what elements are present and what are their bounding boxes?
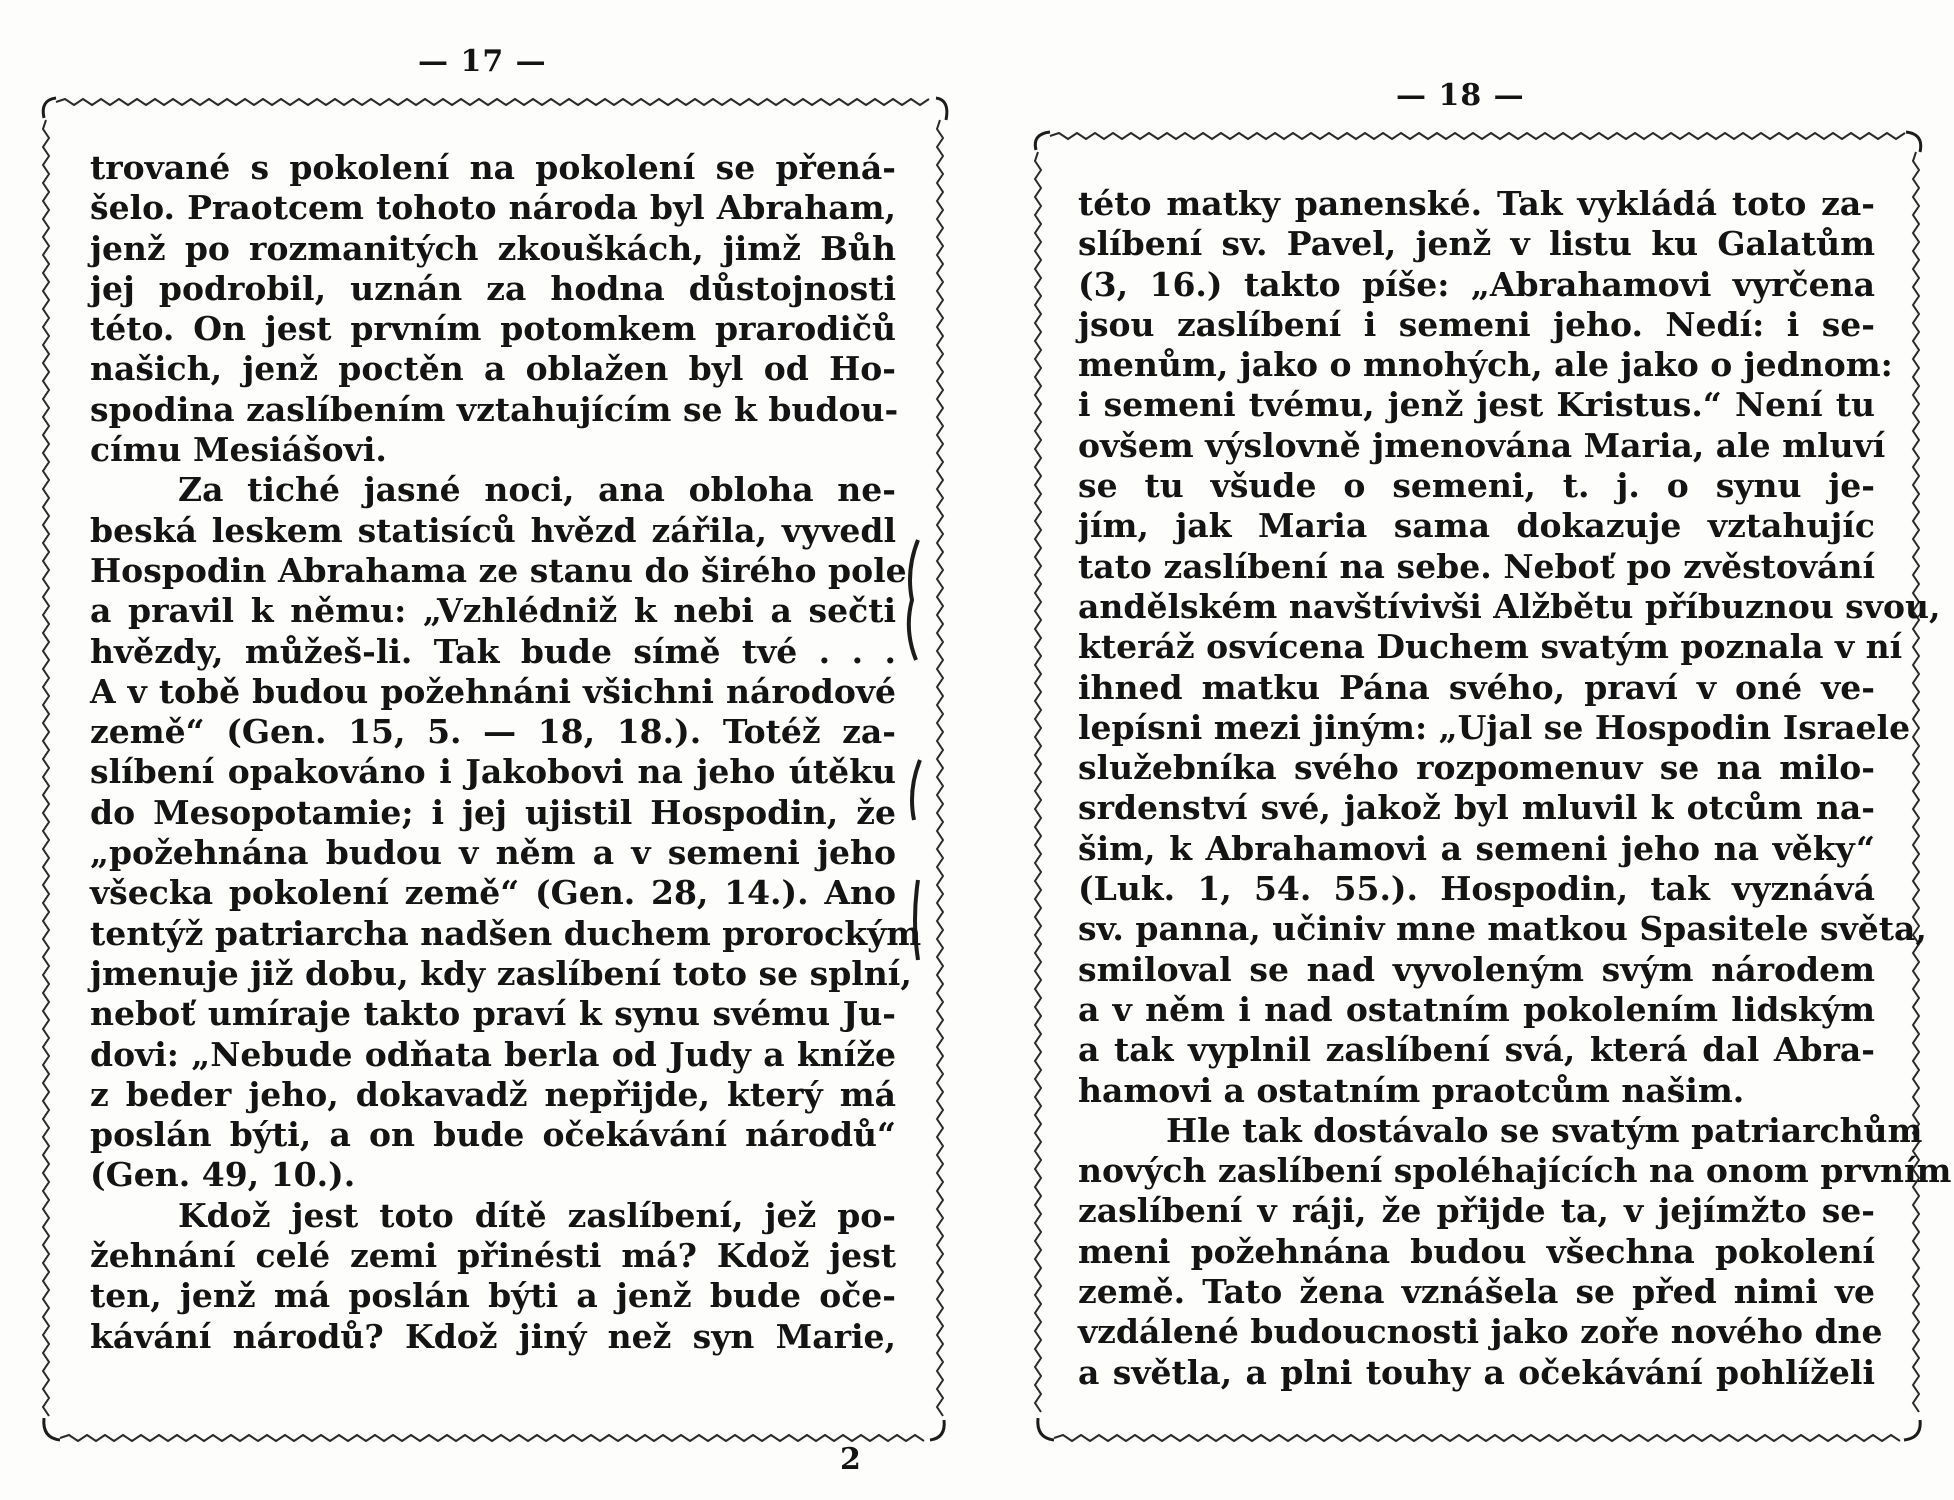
left-left-border <box>43 120 49 1416</box>
text-line: A v tobě budou požehnáni všichni národové <box>90 671 896 711</box>
text-line: poslán býti, a on bude očekávání národů“ <box>90 1115 896 1155</box>
text-line: šelo. Praotcem tohoto národa byl Abraham, <box>90 188 896 228</box>
text-line: (3, 16.) takto píše: „Abrahamovi vyrčena <box>1078 264 1875 304</box>
text-line: (Luk. 1, 54. 55.). Hospodin, tak vyznává <box>1078 869 1875 909</box>
text-line: slíbení sv. Pavel, jenž v listu ku Galatům <box>1078 224 1875 264</box>
text-line: nových zaslíbení spoléhajících na onom prvním <box>1078 1151 1952 1191</box>
right-bottom-left-corner <box>1038 1418 1054 1440</box>
text-line: žehnání celé zemi přinésti má? Kdož jest <box>90 1236 896 1276</box>
text-line: lepísni mezi jiným: „Ujal se Hospodin Israele <box>1078 707 1911 747</box>
text-line: beská leskem statisíců hvězd zářila, vyvedl <box>90 510 896 550</box>
margin-bracket-marks <box>909 540 920 960</box>
text-line: jmenuje již dobu, kdy zaslíbení toto se splní, <box>90 953 912 993</box>
text-line: jím, jak Maria sama dokazuje vztahujíc <box>1078 506 1875 546</box>
left-top-left-corner <box>43 98 56 118</box>
margin-mark-1 <box>909 540 918 660</box>
text-line: Hle tak dostávalo se svatým patriarchům <box>1166 1110 1923 1150</box>
left-bottom-border <box>60 1435 924 1441</box>
text-line: do Mesopotamie; i jej ujistil Hospodin, že <box>90 792 896 832</box>
page-number-right: — 18 — <box>1396 78 1525 113</box>
text-line: jenž po rozmanitých zkouškách, jimž Bůh <box>90 228 896 268</box>
text-line: našich, jenž poctěn a oblažen byl od Ho- <box>90 349 896 389</box>
text-line: Za tiché jasné noci, ana obloha ne- <box>178 470 896 510</box>
right-top-border <box>1050 133 1905 139</box>
left-bottom-right-corner <box>930 1420 944 1440</box>
text-line: a v něm i nad ostatním pokolením lidským <box>1078 989 1875 1029</box>
text-line: andělském navštívivši Alžbětu příbuznou svou, <box>1078 586 1941 626</box>
text-line: kteráž osvícena Duchem svatým poznala v ní <box>1078 627 1903 667</box>
text-line: této. On jest prvním potomkem prarodičů <box>90 309 896 349</box>
text-line: trované s pokolení na pokolení se přená- <box>90 148 896 187</box>
text-line: címu Mesiášovi. <box>90 430 387 470</box>
text-line: se tu všude o semeni, t. j. o synu je- <box>1078 466 1875 506</box>
left-right-border <box>937 120 943 1416</box>
text-line: zaslíbení v ráji, že přijde ta, v jejímžto se- <box>1078 1191 1875 1231</box>
text-line: země“ (Gen. 15, 5. — 18, 18.). Totéž za- <box>90 712 896 752</box>
text-line: Hospodin Abrahama ze stanu do širého pole <box>90 550 907 590</box>
page-number-left: — 17 — <box>418 44 547 79</box>
text-line: slíbení opakováno i Jakobovi na jeho útěku <box>90 752 896 792</box>
text-line: Kdož jest toto dítě zaslíbení, jež po- <box>178 1195 896 1235</box>
text-line: všecka pokolení země“ (Gen. 28, 14.). Ano <box>90 873 896 913</box>
text-line: i semeni tvému, jenž jest Kristus.“ Není tu <box>1078 385 1875 425</box>
text-line: kávání národů? Kdož jiný než syn Marie, <box>90 1316 896 1356</box>
printer-signature-mark: 2 <box>840 1442 861 1477</box>
right-right-border <box>1913 152 1919 1412</box>
left-top-border <box>56 99 929 105</box>
text-line: ovšem výslovně jmenována Maria, ale mluví <box>1078 425 1886 465</box>
text-line: neboť umíraje takto praví k synu svému Ju- <box>90 994 896 1034</box>
text-line: spodina zaslíbením vztahujícím se k budou- <box>90 389 899 429</box>
right-top-left-corner <box>1035 132 1050 150</box>
text-line: ihned matku Pána svého, praví v oné ve- <box>1078 667 1875 707</box>
text-line: tato zaslíbení na sebe. Neboť po zvěstování <box>1078 546 1875 586</box>
text-line: šim, k Abrahamovi a semeni jeho na věky“ <box>1078 828 1875 868</box>
text-line: vzdálené budoucnosti jako zoře nového dne <box>1078 1312 1883 1352</box>
text-line: jej podrobil, uznán za hodna důstojnosti <box>90 268 896 308</box>
text-line: tentýž patriarcha nadšen duchem prorockým <box>90 913 922 953</box>
text-line: a světla, a plni touhy a očekávání pohlíželi <box>1078 1352 1875 1392</box>
text-line: a tak vyplnil zaslíbení svá, která dal Abra- <box>1078 1030 1875 1070</box>
text-line: menům, jako o mnohých, ale jako o jednom: <box>1078 345 1893 385</box>
text-line: hvězdy, můžeš-li. Tak bude símě tvé . . . <box>90 631 896 671</box>
right-bottom-border <box>1054 1435 1900 1441</box>
text-line: „požehnána budou v něm a v semeni jeho <box>90 833 896 873</box>
text-line: dovi: „Nebude odňata berla od Judy a kníže <box>90 1034 896 1074</box>
text-line: (Gen. 49, 10.). <box>90 1155 356 1195</box>
text-line: ten, jenž má poslán býti a jenž bude oče- <box>90 1276 896 1316</box>
text-line: země. Tato žena vznášela se před nimi ve <box>1078 1272 1875 1312</box>
text-line: z beder jeho, dokavadž nepřijde, který má <box>90 1074 896 1114</box>
right-bottom-right-corner <box>1904 1420 1920 1440</box>
text-line: hamovi a ostatním praotcům našim. <box>1078 1070 1745 1110</box>
text-line: meni požehnána budou všechna pokolení <box>1078 1231 1875 1271</box>
text-line: této matky panenské. Tak vykládá toto za- <box>1078 184 1875 223</box>
right-left-border <box>1035 152 1041 1412</box>
right-page-text <box>1078 184 1952 1393</box>
text-line: smiloval se nad vyvoleným svým národem <box>1078 949 1875 989</box>
text-line: a pravil k němu: „Vzhlédniž k nebi a sečti <box>90 591 896 631</box>
left-bottom-left-corner <box>44 1418 60 1440</box>
left-top-right-corner <box>936 98 947 120</box>
text-line: srdenství své, jakož byl mluvil k otcům na- <box>1078 788 1875 828</box>
text-line: sv. panna, učiniv mne matkou Spasitele světa, <box>1078 909 1927 949</box>
text-line: jsou zaslíbení i semeni jeho. Nedí: i se- <box>1078 304 1875 344</box>
margin-mark-2 <box>912 760 920 820</box>
left-page-text <box>90 148 922 1357</box>
right-top-right-corner <box>1906 132 1921 152</box>
text-line: služebníka svého rozpomenuv se na milo- <box>1078 748 1875 788</box>
